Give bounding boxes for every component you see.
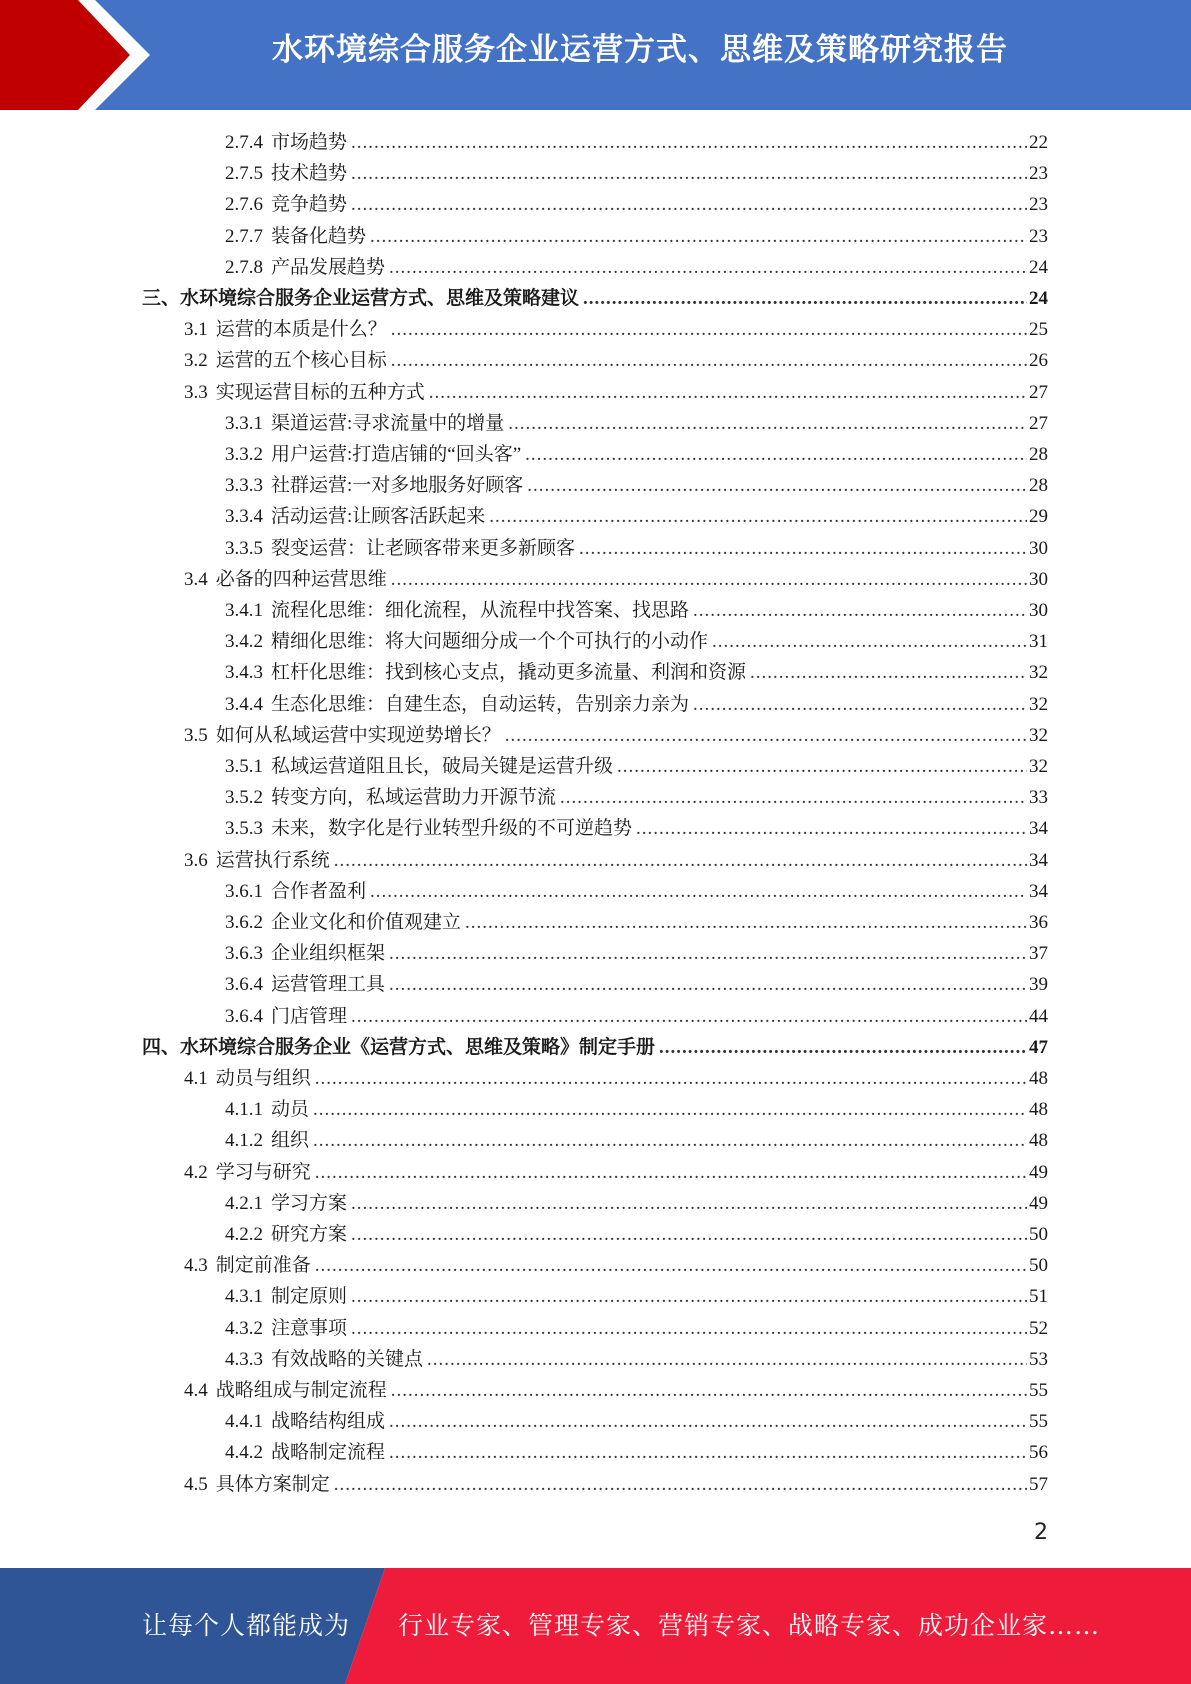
toc-dot-leader [313,1125,1027,1156]
toc-entry-page: 55 [1029,1411,1048,1433]
toc-entry-page: 23 [1029,225,1048,247]
toc-entry-title: 实现运营目标的五种方式 [215,381,425,403]
toc-entry-title: 动员 [271,1099,310,1121]
toc-entry-number: 2.7.4 [225,132,263,153]
toc-dot-leader [370,876,1027,907]
toc-entry-number: 4.3.1 [225,1286,263,1308]
toc-dot-leader [351,189,1027,220]
toc-entry-page: 30 [1029,537,1048,559]
toc-entry-page: 27 [1029,412,1048,434]
toc-entry-number: 3.5.2 [225,787,263,809]
toc-entry[interactable] [184,1157,1048,1188]
toc-entry-title: 产品发展趋势 [271,256,386,278]
toc-entry-page: 23 [1029,194,1048,216]
toc-dot-leader [583,283,1027,314]
toc-entry-number: 4.3.3 [225,1348,263,1370]
toc-entry-number: 3.6.3 [225,943,263,965]
toc-entry-page: 36 [1029,912,1048,933]
toc-entry-number: 4.1 [184,1068,208,1089]
toc-entry-page: 29 [1029,506,1048,528]
toc-entry-page: 32 [1029,662,1048,684]
toc-entry[interactable] [184,564,1048,595]
toc-entry-number: 2.7.8 [225,256,263,278]
toc-entry-page: 34 [1029,849,1048,871]
toc-entry[interactable] [225,938,1048,969]
toc-entry-page: 28 [1029,475,1048,497]
toc-entry-title: 技术趋势 [271,163,348,185]
toc-entry-title: 未来，数字化是行业转型升级的不可逆趋势 [271,818,633,840]
toc-dot-leader [560,782,1027,813]
toc-entry-page: 56 [1029,1442,1048,1464]
toc-dot-leader [389,1406,1027,1437]
toc-entry-number: 3.4.1 [225,600,263,621]
toc-entry[interactable] [225,189,1048,220]
toc-dot-leader [617,751,1027,782]
toc-entry-number: 3.6.4 [225,1005,263,1027]
toc-dot-leader [525,439,1027,470]
toc-entry[interactable] [225,626,1048,657]
toc-entry-page: 25 [1029,319,1048,341]
toc-dot-leader [351,127,1027,158]
toc-entry-number: 3.6 [184,849,208,871]
toc-entry-page: 39 [1029,974,1048,996]
toc-entry[interactable] [225,408,1048,439]
toc-dot-leader [636,813,1027,844]
toc-entry-title: 有效战略的关键点 [271,1348,424,1370]
toc-entry-number: 4.4.2 [225,1442,263,1464]
toc-entry-page: 55 [1029,1380,1048,1401]
toc-dot-leader [389,969,1027,1000]
toc-entry-title: 流程化思维：细化流程，从流程中找答案、找思路 [271,600,690,621]
toc-entry[interactable] [225,1001,1048,1032]
toc-entry-title: 门店管理 [271,1005,348,1027]
toc-dot-leader [579,533,1027,564]
toc-entry-number: 3.1 [184,319,208,341]
toc-entry[interactable] [225,221,1048,252]
toc-entry-number: 3.3 [184,381,208,403]
toc-dot-leader [351,1313,1027,1344]
toc-entry[interactable] [225,1094,1048,1125]
toc-dot-leader [370,221,1027,252]
toc-entry-number: 3.3.4 [225,506,263,528]
toc-dot-leader [315,1157,1027,1188]
toc-dot-leader [429,377,1027,408]
toc-entry-number: 3.2 [184,350,208,372]
toc-entry-page: 28 [1029,444,1048,465]
toc-entry-page: 52 [1029,1317,1048,1339]
toc-entry[interactable] [225,689,1048,720]
toc-dot-leader [389,938,1027,969]
toc-entry-title: 水环境综合服务企业运营方式、思维及策略建议 [180,288,580,309]
toc-entry[interactable] [225,127,1048,158]
toc-entry-number: 4.5 [184,1473,208,1495]
toc-entry-number: 4.3.2 [225,1317,263,1339]
toc-entry-number: 2.7.6 [225,194,263,216]
toc-dot-leader [505,720,1027,751]
toc-entry[interactable] [184,377,1048,408]
toc-dot-leader [391,564,1027,595]
toc-entry[interactable] [184,845,1048,876]
toc-entry[interactable] [225,751,1048,782]
toc-dot-leader [693,689,1027,720]
toc-entry[interactable] [225,1219,1048,1250]
toc-entry-page: 34 [1029,880,1048,902]
toc-entry-page: 37 [1029,943,1048,965]
toc-entry-page: 44 [1029,1005,1048,1027]
toc-dot-leader [315,1063,1027,1094]
toc-entry-page: 48 [1029,1099,1048,1121]
toc-dot-leader [391,314,1027,345]
toc-entry[interactable] [225,1125,1048,1156]
toc-entry-title: 水环境综合服务企业《运营方式、思维及策略》制定手册 [180,1036,656,1058]
toc-entry-page: 27 [1029,381,1048,403]
toc-entry[interactable] [225,252,1048,283]
toc-entry-title: 学习与研究 [215,1161,311,1183]
toc-dot-leader [389,1437,1027,1468]
toc-entry-title: 动员与组织 [215,1068,311,1089]
toc-entry-number: 四、 [142,1036,181,1058]
toc-entry-page: 31 [1029,631,1048,653]
toc-entry-page: 22 [1029,132,1048,153]
toc-dot-leader [351,1001,1027,1032]
toc-entry-page: 34 [1029,818,1048,840]
toc-entry-number: 3.5.3 [225,818,263,840]
toc-entry[interactable] [184,1469,1048,1500]
toc-entry-title: 社群运营:一对多地服务好顾客 [271,475,524,497]
toc-entry[interactable] [184,1063,1048,1094]
toc-entry-title: 战略组成与制定流程 [215,1380,387,1401]
toc-entry[interactable] [184,1250,1048,1281]
toc-entry-number: 3.6.2 [225,912,263,933]
toc-entry[interactable] [225,501,1048,532]
toc-dot-leader [313,1094,1027,1125]
toc-entry-number: 4.4.1 [225,1411,263,1433]
toc-dot-leader [527,470,1027,501]
toc-entry-title: 企业组织框架 [271,943,386,965]
toc-entry-number: 3.4.2 [225,631,263,653]
toc-entry-number: 3.5 [184,724,208,746]
toc-entry-page: 32 [1029,693,1048,715]
toc-entry-number: 4.1.1 [225,1099,263,1121]
toc-entry-number: 3.5.1 [225,756,263,777]
toc-entry-page: 57 [1029,1473,1048,1495]
toc-entry[interactable] [142,1032,1048,1063]
toc-entry-number: 3.4.4 [225,693,263,715]
toc-entry-page: 53 [1029,1348,1048,1370]
toc-entry-page: 49 [1029,1161,1048,1183]
toc-entry-title: 精细化思维：将大问题细分成一个个可执行的小动作 [271,631,709,653]
toc-entry-title: 用户运营:打造店铺的“回头客” [271,444,522,465]
toc-dot-leader [389,252,1027,283]
toc-entry-title: 私域运营道阻且长，破局关键是运营升级 [271,756,614,777]
toc-entry[interactable] [225,907,1048,938]
toc-entry-title: 运营管理工具 [271,974,386,996]
toc-entry-title: 竞争趋势 [271,194,348,216]
toc-entry-title: 制定前准备 [215,1255,311,1277]
toc-entry-number: 3.6.4 [225,974,263,996]
toc-dot-leader [351,1188,1027,1219]
toc-entry[interactable] [225,439,1048,470]
toc-entry-page: 24 [1029,256,1048,278]
toc-entry[interactable] [225,1437,1048,1468]
footer-banner [0,1568,1191,1684]
toc-entry-page: 50 [1029,1224,1048,1245]
toc-entry-title: 合作者盈利 [271,880,367,902]
toc-entry-page: 48 [1029,1130,1048,1152]
toc-entry-page: 47 [1029,1036,1048,1058]
toc-entry-page: 30 [1029,568,1048,590]
toc-dot-leader [334,1469,1027,1500]
toc-entry-page: 23 [1029,163,1048,185]
toc-entry-title: 渠道运营:寻求流量中的增量 [271,412,505,434]
toc-entry-title: 具体方案制定 [215,1473,330,1495]
header-banner [0,0,1191,110]
toc-entry-number: 4.2.2 [225,1224,263,1245]
toc-entry-page: 48 [1029,1068,1048,1089]
toc-entry-page: 26 [1029,350,1048,372]
toc-dot-leader [334,845,1027,876]
toc-entry-page: 32 [1029,756,1048,777]
toc-entry-title: 运营执行系统 [215,849,330,871]
toc-entry-page: 50 [1029,1255,1048,1277]
toc-dot-leader [315,1250,1027,1281]
toc-entry-title: 战略结构组成 [271,1411,386,1433]
toc-entry[interactable] [225,969,1048,1000]
toc-dot-leader [351,1281,1027,1312]
toc-entry-title: 裂变运营：让老顾客带来更多新顾客 [271,537,576,559]
toc-entry-number: 3.4 [184,568,208,590]
toc-entry-number: 3.3.5 [225,537,263,559]
toc-entry[interactable] [225,813,1048,844]
toc-entry[interactable] [225,158,1048,189]
toc-entry-title: 杠杆化思维：找到核心支点，撬动更多流量、利润和资源 [271,662,747,684]
toc-entry-title: 市场趋势 [271,132,348,153]
toc-entry-page: 51 [1029,1286,1048,1308]
toc-entry[interactable] [225,1281,1048,1312]
toc-entry[interactable] [225,470,1048,501]
toc-entry[interactable] [225,533,1048,564]
toc-entry[interactable] [225,1344,1048,1375]
toc-entry-title: 注意事项 [271,1317,348,1339]
toc-dot-leader [351,1219,1027,1250]
toc-entry-page: 33 [1029,787,1048,809]
toc-entry[interactable] [225,782,1048,813]
toc-entry-title: 运营的本质是什么？ [215,319,387,341]
toc-entry-number: 3.3.3 [225,475,263,497]
toc-entry-title: 必备的四种运营思维 [215,568,387,590]
toc-entry-title: 转变方向，私域运营助力开源节流 [271,787,557,809]
footer-slogan-right: 行业专家、管理专家、营销专家、战略专家、成功企业家…… [398,1611,1101,1640]
toc-entry[interactable] [184,314,1048,345]
toc-dot-leader [391,1375,1027,1406]
toc-entry-title: 如何从私域运营中实现逆势增长？ [215,724,501,746]
toc-entry-title: 运营的五个核心目标 [215,350,387,372]
toc-entry-title: 研究方案 [271,1224,348,1245]
toc-dot-leader [750,657,1027,688]
toc-dot-leader [659,1032,1027,1063]
toc-entry[interactable] [225,1406,1048,1437]
toc-entry-title: 活动运营:让顾客活跃起来 [271,506,486,528]
toc-entry-number: 3.3.2 [225,444,263,465]
toc-dot-leader [427,1344,1027,1375]
toc-entry-number: 4.1.2 [225,1130,263,1152]
toc-entry-number: 4.3 [184,1255,208,1277]
toc-entry-title: 学习方案 [271,1192,348,1214]
toc-entry[interactable] [225,876,1048,907]
toc-dot-leader [351,158,1027,189]
toc-entry-page: 24 [1029,288,1048,309]
toc-entry-title: 生态化思维：自建生态，自动运转，告别亲力亲为 [271,693,690,715]
toc-entry-title: 组织 [271,1130,310,1152]
toc-entry[interactable] [184,1375,1048,1406]
toc-entry[interactable] [184,345,1048,376]
toc-entry-number: 4.4 [184,1380,208,1401]
footer-slogan-left: 让每个人都能成为 [142,1611,351,1640]
toc-entry-number: 3.4.3 [225,662,263,684]
toc-entry[interactable] [225,1313,1048,1344]
toc-entry[interactable] [184,720,1048,751]
toc-entry-page: 30 [1029,600,1048,621]
toc-entry-number: 2.7.5 [225,163,263,185]
toc-entry-page: 32 [1029,724,1048,746]
toc-entry-number: 4.2 [184,1161,208,1183]
toc-entry-title: 制定原则 [271,1286,348,1308]
toc-entry-number: 3.3.1 [225,412,263,434]
document-title: 水环境综合服务企业运营方式、思维及策略研究报告 [272,32,1008,68]
toc-dot-leader [508,408,1027,439]
toc-dot-leader [489,501,1027,532]
toc-entry[interactable] [225,657,1048,688]
toc-dot-leader [391,345,1027,376]
toc-entry-title: 企业文化和价值观建立 [271,912,462,933]
toc-dot-leader [465,907,1027,938]
page-number: 2 [1034,1520,1048,1545]
toc-entry[interactable] [225,595,1048,626]
toc-entry-number: 2.7.7 [225,225,263,247]
toc-entry[interactable] [142,283,1048,314]
toc-entry[interactable] [225,1188,1048,1219]
toc-entry-title: 装备化趋势 [271,225,367,247]
toc-dot-leader [693,595,1027,626]
toc-entry-page: 49 [1029,1192,1048,1214]
toc-entry-number: 三、 [142,288,181,309]
toc-entry-title: 战略制定流程 [271,1442,386,1464]
toc-entry-number: 3.6.1 [225,880,263,902]
toc-dot-leader [712,626,1027,657]
toc-entry-number: 4.2.1 [225,1192,263,1214]
